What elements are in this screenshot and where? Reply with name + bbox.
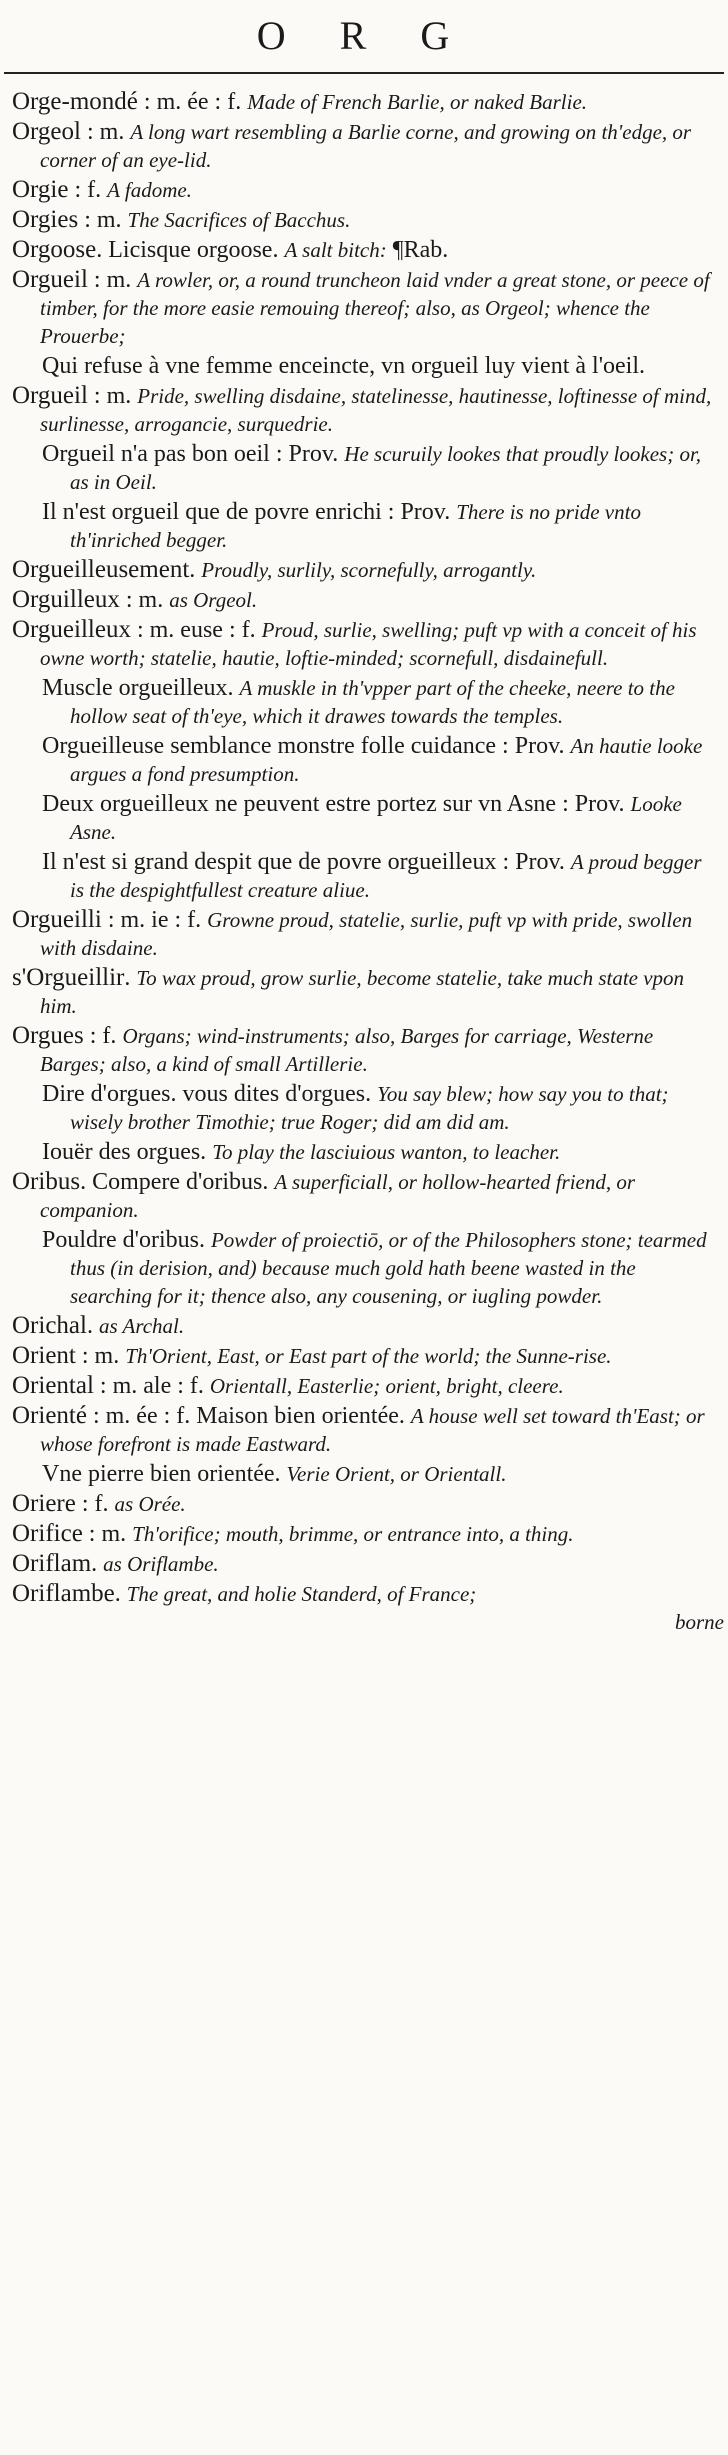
dictionary-entry xyxy=(12,266,712,350)
english-gloss: as Oriflambe. xyxy=(103,1552,219,1576)
english-gloss: as Orgeol. xyxy=(169,588,258,612)
entry-text: : m. ale : f. xyxy=(93,1373,210,1399)
headword: Orgies xyxy=(12,206,79,233)
entry-text: : m. ie : f. xyxy=(101,907,208,933)
dictionary-entry xyxy=(12,1342,712,1370)
dictionary-entry xyxy=(12,382,712,438)
sub-entry xyxy=(12,352,712,380)
entry-text: : m. xyxy=(119,587,170,613)
dictionary-entry xyxy=(12,1168,712,1224)
headword: Orifice xyxy=(12,1520,83,1547)
sub-entry xyxy=(12,1138,712,1166)
english-gloss: Orientall, Easterlie; orient, bright, cleere. xyxy=(209,1374,564,1398)
headword: Orienté xyxy=(12,1402,87,1429)
english-gloss: To play the lasciuious wanton, to leacher. xyxy=(212,1140,561,1164)
entry-text: . Licisque orgoose. xyxy=(96,237,285,263)
english-gloss: Organs; wind-instruments; also, Barges for carriage, Westerne Barges; also, a kind of small Artillerie. xyxy=(40,1024,654,1076)
entry-text: : m. xyxy=(87,267,138,293)
entry-text: : f. xyxy=(83,1023,123,1049)
entry-text: . xyxy=(189,557,202,583)
entry-text: Dire d'orgues. vous dites d'orgues. xyxy=(42,1081,378,1107)
dictionary-entry xyxy=(12,1022,712,1078)
english-gloss: A fadome. xyxy=(107,178,192,202)
english-gloss: The Sacrifices of Bacchus. xyxy=(127,208,351,232)
sub-entry xyxy=(12,498,712,554)
dictionary-entry xyxy=(12,176,712,204)
entry-text: . xyxy=(124,965,137,991)
dictionary-entry xyxy=(12,118,712,174)
entry-text: . xyxy=(91,1551,104,1577)
entry-text: : f. xyxy=(68,177,108,203)
english-gloss: Pride, swelling disdaine, statelinesse, hautinesse, loftinesse of mind, surlinesse, arrogancie, surquedrie. xyxy=(40,384,712,436)
dictionary-entry xyxy=(12,616,712,672)
entry-list xyxy=(0,74,728,1608)
english-gloss: Proudly, surlily, scornefully, arrogantly. xyxy=(201,558,537,582)
english-gloss: A rowler, or, a round truncheon laid vnder a great stone, or peece of timber, for the more easie remouing thereof; also, as Orgeol; whence the Prouerbe; xyxy=(40,268,710,348)
entry-text: Muscle orgueilleux. xyxy=(42,675,240,701)
dictionary-entry xyxy=(12,1372,712,1400)
headword: Orgueilli xyxy=(12,906,102,933)
headword: Orge-mondé xyxy=(12,88,138,115)
dictionary-entry xyxy=(12,88,712,116)
english-gloss: A superficiall, or hollow-hearted friend, or companion. xyxy=(40,1170,636,1222)
headword: Orgueilleusement xyxy=(12,556,190,583)
english-gloss: You say blew; how say you to that; wisely brother Timothie; true Roger; did am did am. xyxy=(70,1082,669,1134)
sub-entry xyxy=(12,1460,712,1488)
dictionary-entry xyxy=(12,1580,712,1608)
english-gloss: There is no pride vnto th'inriched begger. xyxy=(70,500,641,552)
entry-text: Orgueil n'a pas bon oeil : Prov. xyxy=(42,441,345,467)
entry-text: . xyxy=(114,1581,127,1607)
entry-text: Vne pierre bien orientée. xyxy=(42,1461,287,1487)
entry-text: Iouër des orgues. xyxy=(42,1139,213,1165)
headword: Orgeol xyxy=(12,118,81,145)
headword: Orgueilleux xyxy=(12,616,131,643)
entry-text: : m. ée : f. Maison bien orientée. xyxy=(86,1403,411,1429)
headword: Orgueil xyxy=(12,382,88,409)
dictionary-entry xyxy=(12,586,712,614)
headword: Oriflambe xyxy=(12,1580,115,1607)
english-gloss: Powder of proiectiō, or of the Philosophers stone; tearmed thus (in derision, and) because much gold hath beene wasted in the searching for it; thence also, any cousening, or iugling powder. xyxy=(70,1228,707,1308)
english-gloss: Th'Orient, East, or East part of the world; the Sunne-rise. xyxy=(125,1344,612,1368)
sub-entry xyxy=(12,1226,712,1310)
headword: Oriflam xyxy=(12,1550,92,1577)
headword: Oriere xyxy=(12,1490,76,1517)
english-gloss: The great, and holie Standerd, of France; xyxy=(126,1582,477,1606)
english-gloss: as Orée. xyxy=(114,1492,186,1516)
entry-text: : m. ée : f. xyxy=(137,89,248,115)
entry-note: ¶Rab. xyxy=(386,237,449,263)
entry-text: : m. euse : f. xyxy=(130,617,262,643)
english-gloss: Made of French Barlie, or naked Barlie. xyxy=(247,90,588,114)
dictionary-entry xyxy=(12,964,712,1020)
dictionary-entry xyxy=(12,1402,712,1458)
entry-text: . Compere d'oribus. xyxy=(80,1169,275,1195)
english-gloss: as Archal. xyxy=(98,1314,185,1338)
sub-entry xyxy=(12,440,712,496)
entry-text: : m. xyxy=(78,207,128,233)
headword: Orgoose xyxy=(12,236,97,263)
english-gloss: A house well set toward th'East; or whose forefront is made Eastward. xyxy=(40,1404,705,1456)
english-gloss: A salt bitch: xyxy=(284,238,387,262)
sub-entry xyxy=(12,732,712,788)
sub-entry xyxy=(12,1080,712,1136)
english-gloss: A proud begger is the despightfullest creature aliue. xyxy=(70,850,702,902)
headword: s'Orgueillir xyxy=(12,964,125,991)
headword: Oribus xyxy=(12,1168,81,1195)
entry-text: : m. xyxy=(75,1343,126,1369)
english-gloss: He scuruily lookes that proudly lookes; or, as in Oeil. xyxy=(70,442,702,494)
dictionary-entry xyxy=(12,236,712,264)
english-gloss: A muskle in th'vpper part of the cheeke, neere to the hollow seat of th'eye, which it drawes towards the temples. xyxy=(70,676,675,728)
headword: Orgie xyxy=(12,176,69,203)
english-gloss: Looke Asne. xyxy=(70,792,682,844)
entry-text: Il n'est si grand despit que de povre orgueilleux : Prov. xyxy=(42,849,571,875)
entry-text: Pouldre d'oribus. xyxy=(42,1227,211,1253)
entry-text: . xyxy=(86,1313,99,1339)
headword: Orguilleux xyxy=(12,586,120,613)
headword: Orgueil xyxy=(12,266,88,293)
entry-text: : m. xyxy=(82,1521,133,1547)
headword: Oriental xyxy=(12,1372,94,1399)
entry-text: Qui refuse à vne femme enceincte, vn orgueil luy vient à l'oeil. xyxy=(42,353,645,379)
catchword: borne xyxy=(675,1610,724,1634)
sub-entry xyxy=(12,674,712,730)
dictionary-entry xyxy=(12,206,712,234)
dictionary-entry xyxy=(12,1490,712,1518)
sub-entry xyxy=(12,848,712,904)
english-gloss: Growne proud, statelie, surlie, puft vp with pride, swollen with disdaine. xyxy=(40,908,693,960)
dictionary-entry xyxy=(12,556,712,584)
running-head: O R G xyxy=(256,13,472,58)
english-gloss: A long wart resembling a Barlie corne, and growing on th'edge, or corner of an eye-lid. xyxy=(40,120,692,172)
dictionary-entry xyxy=(12,906,712,962)
english-gloss: Verie Orient, or Orientall. xyxy=(286,1462,507,1486)
dictionary-entry xyxy=(12,1520,712,1548)
entry-text: : m. xyxy=(80,119,131,145)
english-gloss: To wax proud, grow surlie, become statelie, take much state vpon him. xyxy=(40,966,685,1018)
sub-entry xyxy=(12,790,712,846)
entry-text: Orgueilleuse semblance monstre folle cuidance : Prov. xyxy=(42,733,571,759)
headword: Orient xyxy=(12,1342,76,1369)
entry-text: : f. xyxy=(75,1491,115,1517)
headword: Orgues xyxy=(12,1022,84,1049)
english-gloss: An hautie looke argues a fond presumption. xyxy=(70,734,703,786)
entry-text: : m. xyxy=(87,383,138,409)
english-gloss: Th'orifice; mouth, brimme, or entrance into, a thing. xyxy=(132,1522,574,1546)
dictionary-entry xyxy=(12,1312,712,1340)
dictionary-entry xyxy=(12,1550,712,1578)
entry-text: Il n'est orgueil que de povre enrichi : Prov. xyxy=(42,499,457,525)
entry-text: Deux orgueilleux ne peuvent estre portez sur vn Asne : Prov. xyxy=(42,791,631,817)
headword: Orichal xyxy=(12,1312,87,1339)
english-gloss: Proud, surlie, swelling; puft vp with a conceit of his owne worth; statelie, hautie, loftie-minded; scornefull, disdainefull. xyxy=(40,618,697,670)
